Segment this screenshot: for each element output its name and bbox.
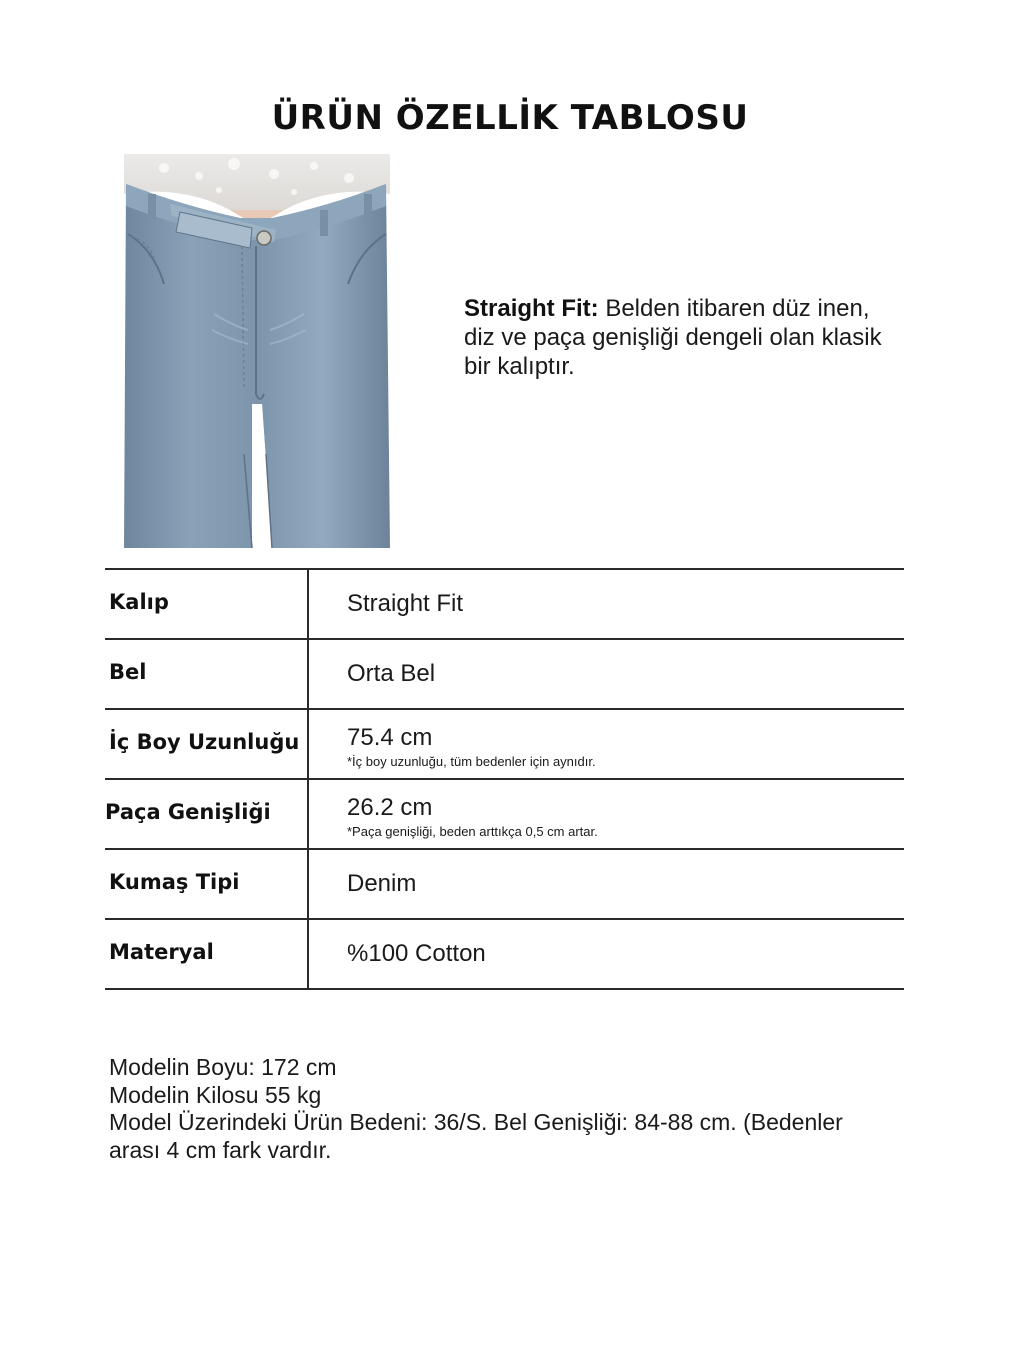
product-image-jeans — [124, 154, 390, 548]
spec-label: Materyal — [109, 940, 214, 964]
spec-row-ic-boy — [105, 710, 904, 780]
spec-label: Bel — [109, 660, 147, 684]
column-divider — [307, 850, 309, 918]
spec-label: İç Boy Uzunluğu — [109, 730, 300, 754]
column-divider — [307, 640, 309, 708]
fit-description — [464, 294, 904, 381]
spec-label: Paça Genişliği — [105, 800, 271, 824]
spec-value: %100 Cotton — [347, 940, 486, 967]
spec-label: Kalıp — [109, 590, 169, 614]
spec-row-paca — [105, 780, 904, 850]
model-info — [109, 1054, 899, 1164]
spec-value: Denim — [347, 870, 417, 897]
spec-label: Kumaş Tipi — [109, 870, 240, 894]
spec-value: Orta Bel — [347, 660, 436, 687]
fit-description-text: Belden itibaren düz inen, diz ve paça genişliği dengeli olan klasik bir kalıptır. — [464, 295, 882, 380]
column-divider — [307, 780, 309, 848]
spec-row-materyal — [105, 920, 904, 990]
column-divider — [307, 710, 309, 778]
spec-row-bel — [105, 640, 904, 710]
spec-row-kumas — [105, 850, 904, 920]
fit-description-label: Straight Fit: — [464, 295, 599, 322]
model-weight: Modelin Kilosu 55 kg — [109, 1081, 322, 1108]
model-height: Modelin Boyu: 172 cm — [109, 1054, 337, 1080]
spec-note: *İç boy uzunluğu, tüm bedenler için aynıdır. — [347, 754, 596, 769]
spec-note: *Paça genişliği, beden arttıkça 0,5 cm artar. — [347, 824, 598, 839]
jeans-illustration — [124, 154, 390, 548]
spec-value: 75.4 cm — [347, 724, 433, 751]
spec-table — [105, 568, 904, 990]
spec-value: 26.2 cm — [347, 794, 433, 821]
column-divider — [307, 920, 309, 988]
spec-value: Straight Fit — [347, 590, 464, 617]
column-divider — [307, 570, 309, 638]
spec-row-kalip — [105, 570, 904, 640]
model-size: Model Üzerindeki Ürün Bedeni: 36/S. Bel Genişliği: 84-88 cm. (Bedenler arası 4 cm fark vardır. — [109, 1109, 843, 1163]
page-title: ÜRÜN ÖZELLİK TABLOSU — [271, 98, 749, 138]
